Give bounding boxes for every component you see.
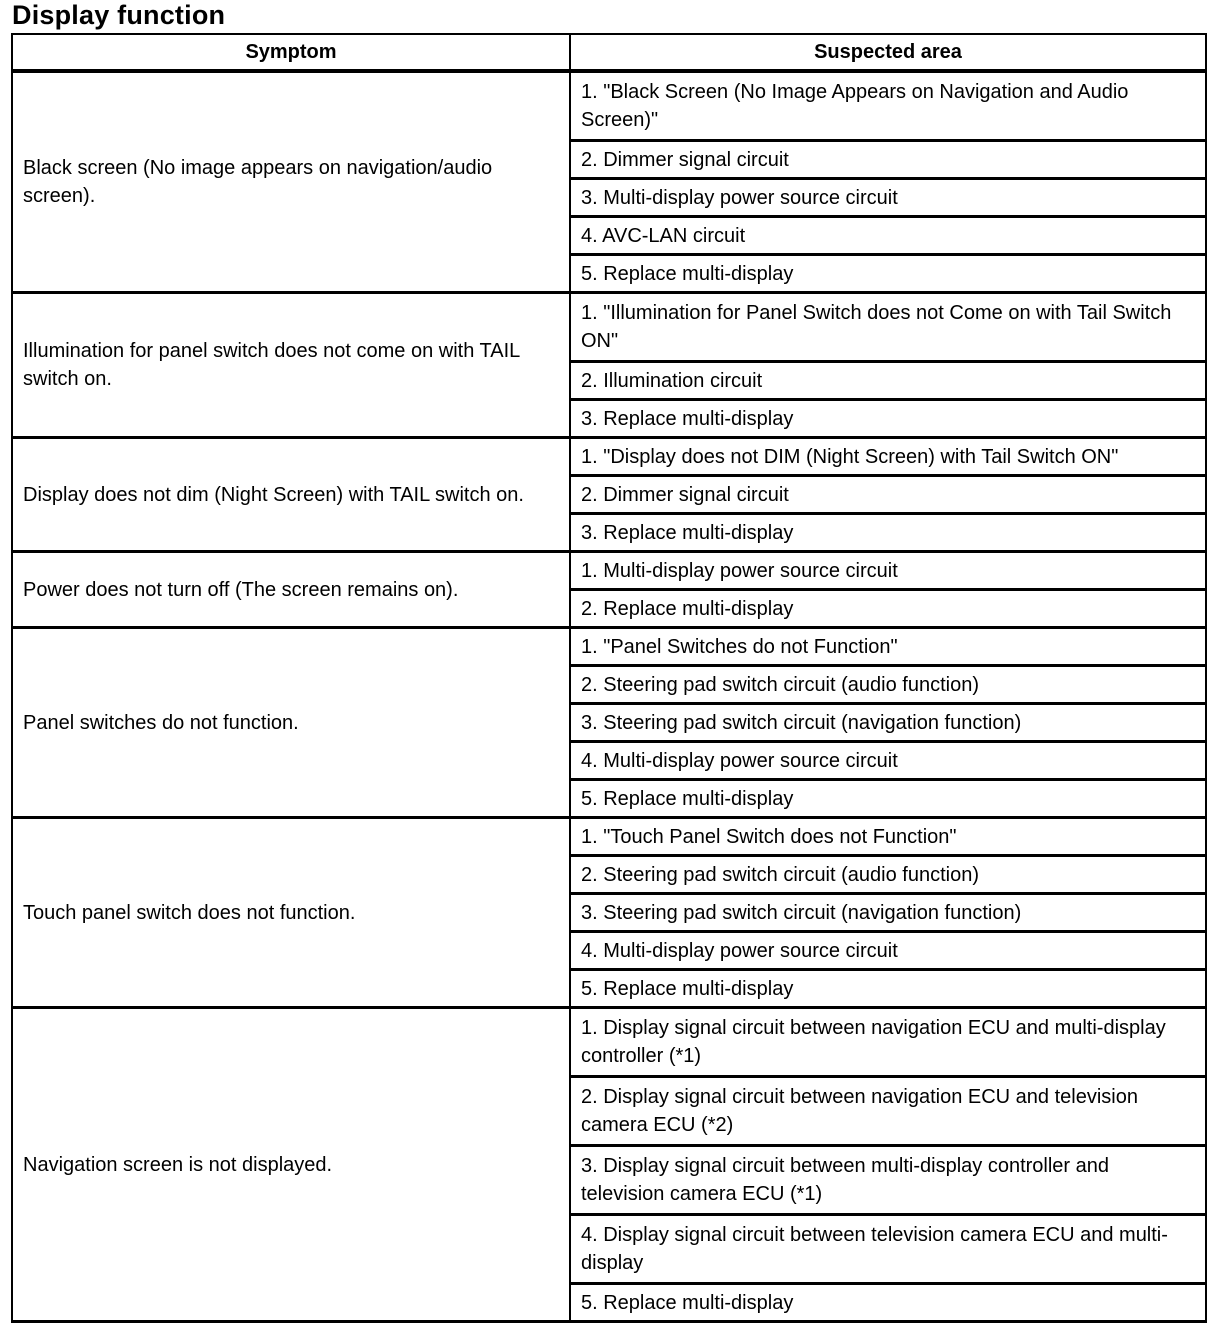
suspected-area-cell: 1. "Touch Panel Switch does not Function" xyxy=(570,818,1206,856)
symptom-cell: Touch panel switch does not function. xyxy=(12,818,570,1008)
suspected-area-cell: 5. Replace multi-display xyxy=(570,1284,1206,1322)
suspected-area-cell: 1. "Illumination for Panel Switch does not Come on with Tail Switch ON" xyxy=(570,293,1206,362)
suspected-area-cell: 4. Multi-display power source circuit xyxy=(570,742,1206,780)
suspected-area-cell: 3. Multi-display power source circuit xyxy=(570,179,1206,217)
suspected-area-cell: 2. Replace multi-display xyxy=(570,590,1206,628)
table-row xyxy=(12,293,1206,362)
table-row xyxy=(12,818,1206,856)
suspected-area-cell: 2. Display signal circuit between navigation ECU and television camera ECU (*2) xyxy=(570,1077,1206,1146)
suspected-area-cell: 1. Display signal circuit between navigation ECU and multi-display controller (*1) xyxy=(570,1008,1206,1077)
table-row xyxy=(12,628,1206,666)
suspected-area-cell: 4. AVC-LAN circuit xyxy=(570,217,1206,255)
suspected-area-cell: 3. Steering pad switch circuit (navigation function) xyxy=(570,894,1206,932)
problem-symptoms-table xyxy=(11,33,1207,1323)
suspected-area-cell: 3. Replace multi-display xyxy=(570,400,1206,438)
symptom-cell: Navigation screen is not displayed. xyxy=(12,1008,570,1322)
symptom-cell: Panel switches do not function. xyxy=(12,628,570,818)
table-row xyxy=(12,552,1206,590)
symptom-cell: Illumination for panel switch does not come on with TAIL switch on. xyxy=(12,293,570,438)
suspected-area-cell: 4. Multi-display power source circuit xyxy=(570,932,1206,970)
suspected-area-cell: 2. Dimmer signal circuit xyxy=(570,476,1206,514)
table-row xyxy=(12,1008,1206,1077)
table-row xyxy=(12,71,1206,141)
suspected-area-cell: 2. Steering pad switch circuit (audio function) xyxy=(570,666,1206,704)
suspected-area-cell: 1. "Panel Switches do not Function" xyxy=(570,628,1206,666)
page-title: Display function xyxy=(12,0,226,30)
suspected-area-cell: 1. "Black Screen (No Image Appears on Navigation and Audio Screen)" xyxy=(570,71,1206,141)
table-row xyxy=(12,438,1206,476)
symptom-cell: Black screen (No image appears on navigation/audio screen). xyxy=(12,71,570,293)
header-suspected-area: Suspected area xyxy=(570,34,1206,71)
suspected-area-cell: 2. Illumination circuit xyxy=(570,362,1206,400)
suspected-area-cell: 2. Dimmer signal circuit xyxy=(570,141,1206,179)
symptom-cell: Power does not turn off (The screen remains on). xyxy=(12,552,570,628)
suspected-area-cell: 3. Steering pad switch circuit (navigation function) xyxy=(570,704,1206,742)
suspected-area-cell: 3. Replace multi-display xyxy=(570,514,1206,552)
suspected-area-cell: 1. "Display does not DIM (Night Screen) with Tail Switch ON" xyxy=(570,438,1206,476)
suspected-area-cell: 3. Display signal circuit between multi-display controller and television camera ECU (*1) xyxy=(570,1146,1206,1215)
header-symptom: Symptom xyxy=(12,34,570,71)
suspected-area-cell: 5. Replace multi-display xyxy=(570,780,1206,818)
suspected-area-cell: 5. Replace multi-display xyxy=(570,970,1206,1008)
table-header-row xyxy=(12,34,1206,71)
symptom-cell: Display does not dim (Night Screen) with TAIL switch on. xyxy=(12,438,570,552)
suspected-area-cell: 1. Multi-display power source circuit xyxy=(570,552,1206,590)
suspected-area-cell: 5. Replace multi-display xyxy=(570,255,1206,293)
suspected-area-cell: 2. Steering pad switch circuit (audio function) xyxy=(570,856,1206,894)
suspected-area-cell: 4. Display signal circuit between television camera ECU and multi-display xyxy=(570,1215,1206,1284)
